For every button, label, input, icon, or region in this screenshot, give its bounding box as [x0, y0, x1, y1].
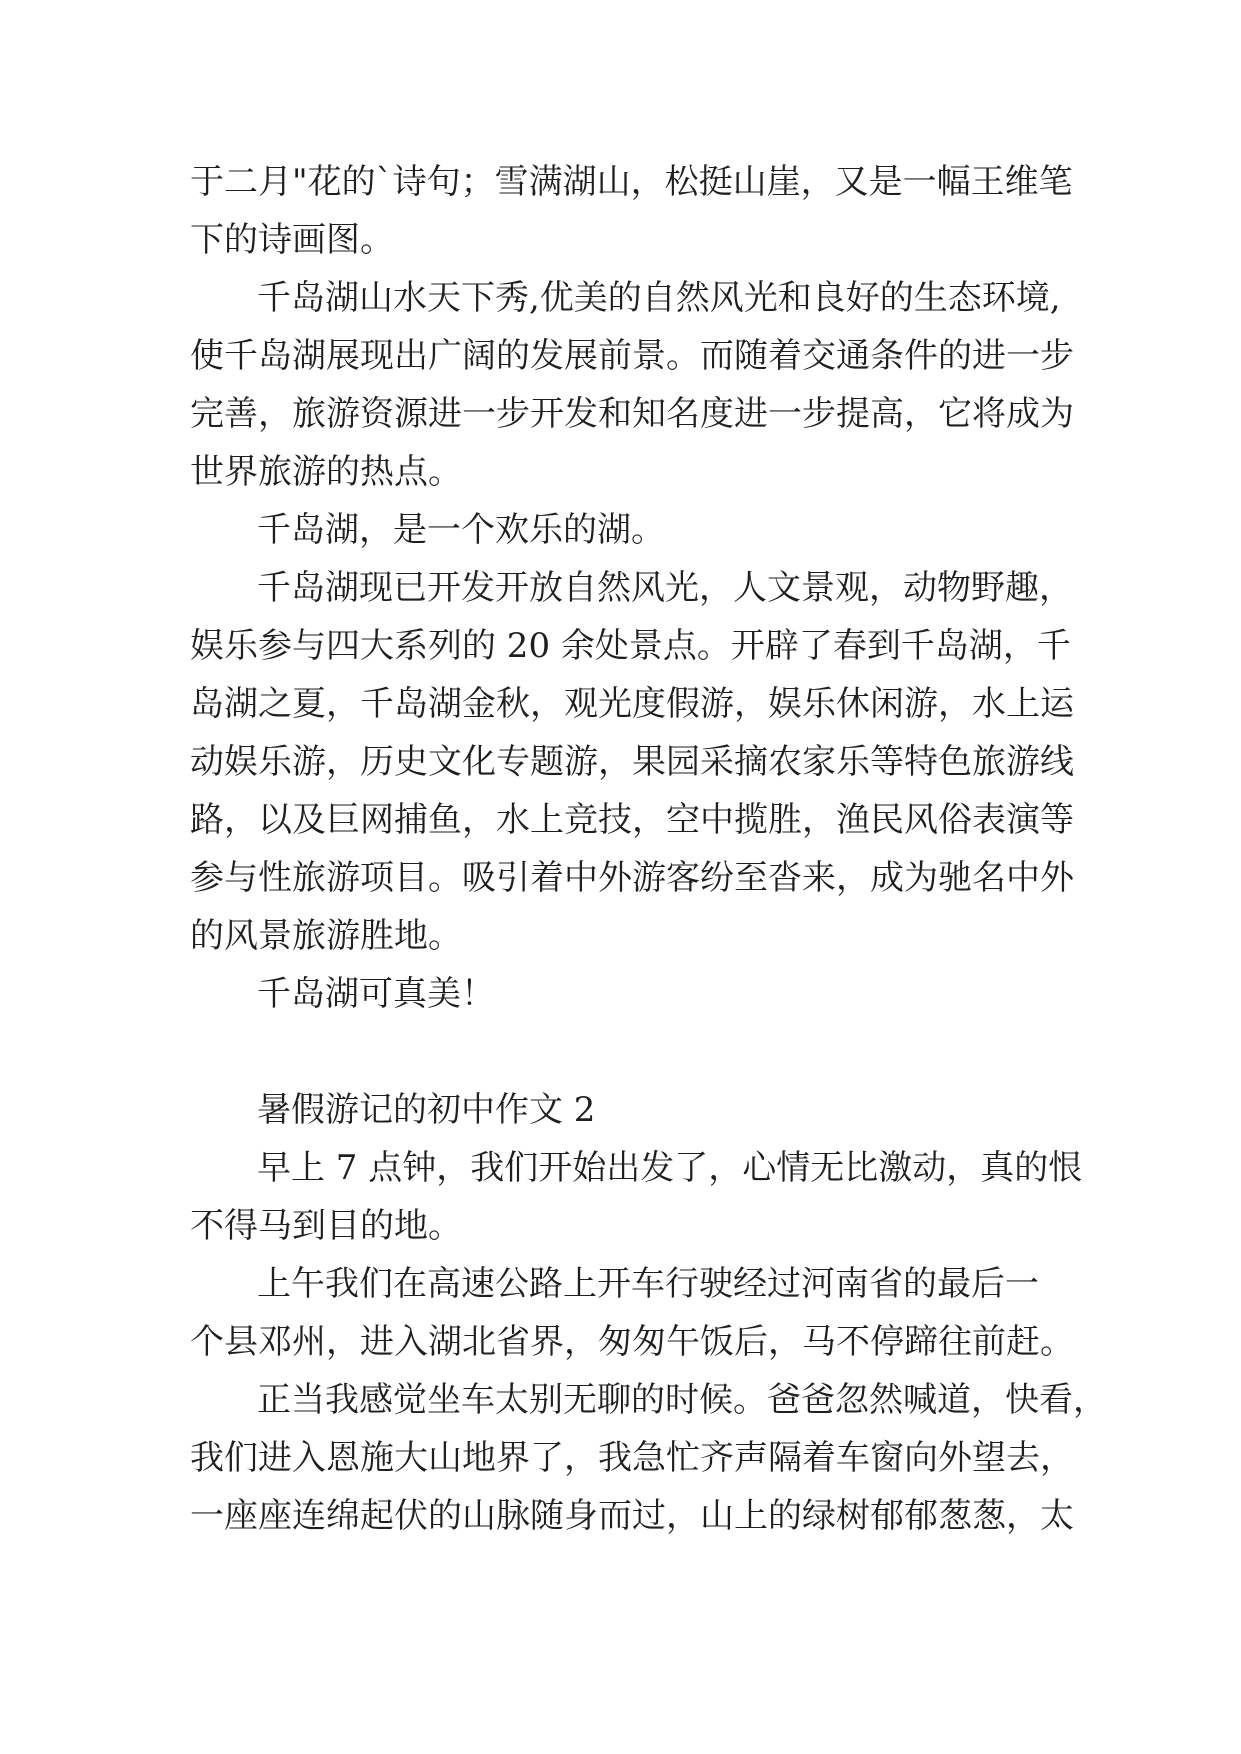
text-line: 使千岛湖展现出广阔的发展前景。而随着交通条件的进一步 — [190, 336, 1074, 376]
text-line: 不得马到目的地。 — [190, 1206, 462, 1246]
text-line: 的风景旅游胜地。 — [190, 916, 462, 956]
text-line: 岛湖之夏，千岛湖金秋，观光度假游，娱乐休闲游，水上运 — [190, 684, 1074, 724]
text-line: 动娱乐游，历史文化专题游，果园采摘农家乐等特色旅游线 — [190, 742, 1074, 782]
text-line: 千岛湖现已开发开放自然风光，人文景观，动物野趣， — [257, 568, 1073, 608]
text-line: 千岛湖可真美！ — [257, 974, 495, 1014]
text-line: 下的诗画图。 — [190, 220, 394, 260]
text-line: 正当我感觉坐车太别无聊的时候。爸爸忽然喊道，快看， — [257, 1380, 1107, 1420]
text-line: 参与性旅游项目。吸引着中外游客纷至沓来，成为驰名中外 — [190, 858, 1074, 898]
text-line: 上午我们在高速公路上开车行驶经过河南省的最后一 — [257, 1264, 1039, 1304]
text-line: 娱乐参与四大系列的 20 余处景点。开辟了春到千岛湖，千 — [190, 626, 1071, 666]
text-line: 世界旅游的热点。 — [190, 452, 462, 492]
text-line: 路，以及巨网捕鱼，水上竞技，空中揽胜，渔民风俗表演等 — [190, 800, 1074, 840]
section-title: 暑假游记的初中作文 2 — [257, 1090, 596, 1130]
text-line: 我们进入恩施大山地界了，我急忙齐声隔着车窗向外望去， — [190, 1438, 1074, 1478]
text-line: 个县邓州，进入湖北省界，匆匆午饭后，马不停蹄往前赶。 — [190, 1322, 1074, 1362]
text-line: 千岛湖山水天下秀,优美的自然风光和良好的生态环境, — [257, 278, 1061, 318]
text-line: 一座座连绵起伏的山脉随身而过，山上的绿树郁郁葱葱，太 — [190, 1496, 1074, 1536]
text-line: 早上 7 点钟，我们开始出发了，心情无比激动，真的恨 — [257, 1148, 1083, 1188]
text-line: 于二月"花的`诗句；雪满湖山，松挺山崖，又是一幅王维笔 — [190, 162, 1073, 202]
text-line: 完善，旅游资源进一步开发和知名度进一步提高，它将成为 — [190, 394, 1074, 434]
text-line: 千岛湖，是一个欢乐的湖。 — [257, 510, 665, 550]
